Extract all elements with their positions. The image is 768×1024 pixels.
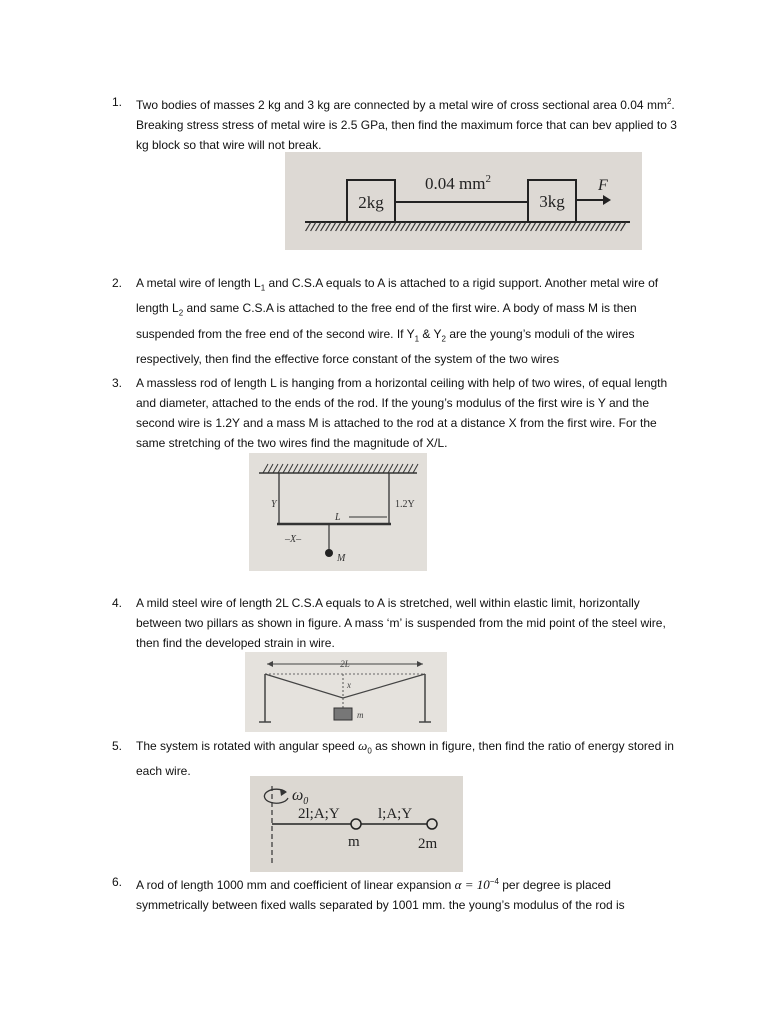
question-3 <box>112 373 682 453</box>
figure-two-blocks <box>285 152 642 250</box>
superscript: 2 <box>666 97 672 106</box>
x-label: x <box>347 680 351 690</box>
label-1-2y: 1.2Y <box>395 499 415 510</box>
mass <box>325 549 333 557</box>
figure-hanging-rod <box>249 453 427 571</box>
wire <box>265 674 425 698</box>
question-6 <box>112 872 682 915</box>
question-text: A massless rod of length L is hanging from a horizontal ceiling with help of two wires, of equal length and diameter, attached to the ends of the rod. If the young’s modulus of the first wire is Y and the second wire is 1.2Y and a mass M is attached to the rod at a distance X from the first wire. For the same stretching of the two wires find the magnitude of X/L. <box>136 376 668 450</box>
question-number: 3. <box>112 376 123 390</box>
question-text: A rod of length 1000 mm and coefficient of linear expansion $\alpha = 10^{-4}$ per degree is placed symmetrically between fixed walls separated by 1001 mm. the young’s modulus of the rod is <box>136 877 625 912</box>
question-text: A metal wire of length $L_1$ and C.S.A equals to A is attached to a rigid support. Another metal wire of length $L_2$ and same C.S.A is attached to the free end of the first wire. A body of mass M is then suspended from the free end of the second wire. If $Y_1$ & $Y_2$ are the young’s moduli of the wires respectively, then find the effective force constant of the system of the two wires <box>136 276 659 367</box>
area-label: 0.04 $mm^2$ <box>425 173 491 193</box>
mass-m-label: m <box>348 834 360 850</box>
mass-2m <box>427 819 437 829</box>
figure-rotating-system <box>250 776 463 872</box>
question-number: 4. <box>112 596 123 610</box>
block-left-label: 2kg <box>358 193 384 212</box>
label-m: M <box>337 553 346 564</box>
wire-1-label: 2l;A;Y <box>298 806 340 822</box>
question-4 <box>112 593 682 653</box>
mass-block <box>334 708 352 720</box>
label-y: Y <box>271 499 277 510</box>
label-x: –X– <box>285 534 302 545</box>
question-text: The system is rotated with angular speed $\omega_0$ as shown in figure, then find the ratio of energy stored in each wire. <box>136 738 674 779</box>
length-label: 2L <box>340 659 350 669</box>
question-number: 2. <box>112 276 123 290</box>
question-number: 6. <box>112 875 123 889</box>
force-label: F <box>598 177 608 194</box>
omega-label: $\omega_0$ <box>292 787 309 807</box>
label-l: L <box>335 512 341 523</box>
question-2 <box>112 273 682 369</box>
question-text <box>136 92 682 155</box>
mass-2m-label: 2m <box>418 836 438 852</box>
text-part: Two bodies of masses 2 kg and 3 kg are connected by a metal wire of cross sectional area 0.04 mm <box>136 98 667 112</box>
text-part: . Breaking stress stress of metal wire is 2.5 GPa, then find the maximum force that can bev applied to 3 kg block so that wire will not break. <box>136 98 677 152</box>
question-1 <box>112 92 682 155</box>
question-number: 1. <box>112 95 123 109</box>
question-text: A mild steel wire of length 2L C.S.A equals to A is stretched, well within elastic limit, horizontally between two pillars as shown in figure. A mass ‘m’ is suspended from the mid point of the steel wire, then find the developed strain in wire. <box>136 596 666 650</box>
wire-2-label: l;A;Y <box>378 806 413 822</box>
block-right-label: 3kg <box>539 192 565 211</box>
question-number: 5. <box>112 739 123 753</box>
mass-label: m <box>357 710 364 720</box>
mass-m <box>351 819 361 829</box>
question-5 <box>112 736 682 781</box>
figure-stretched-wire <box>245 652 447 732</box>
